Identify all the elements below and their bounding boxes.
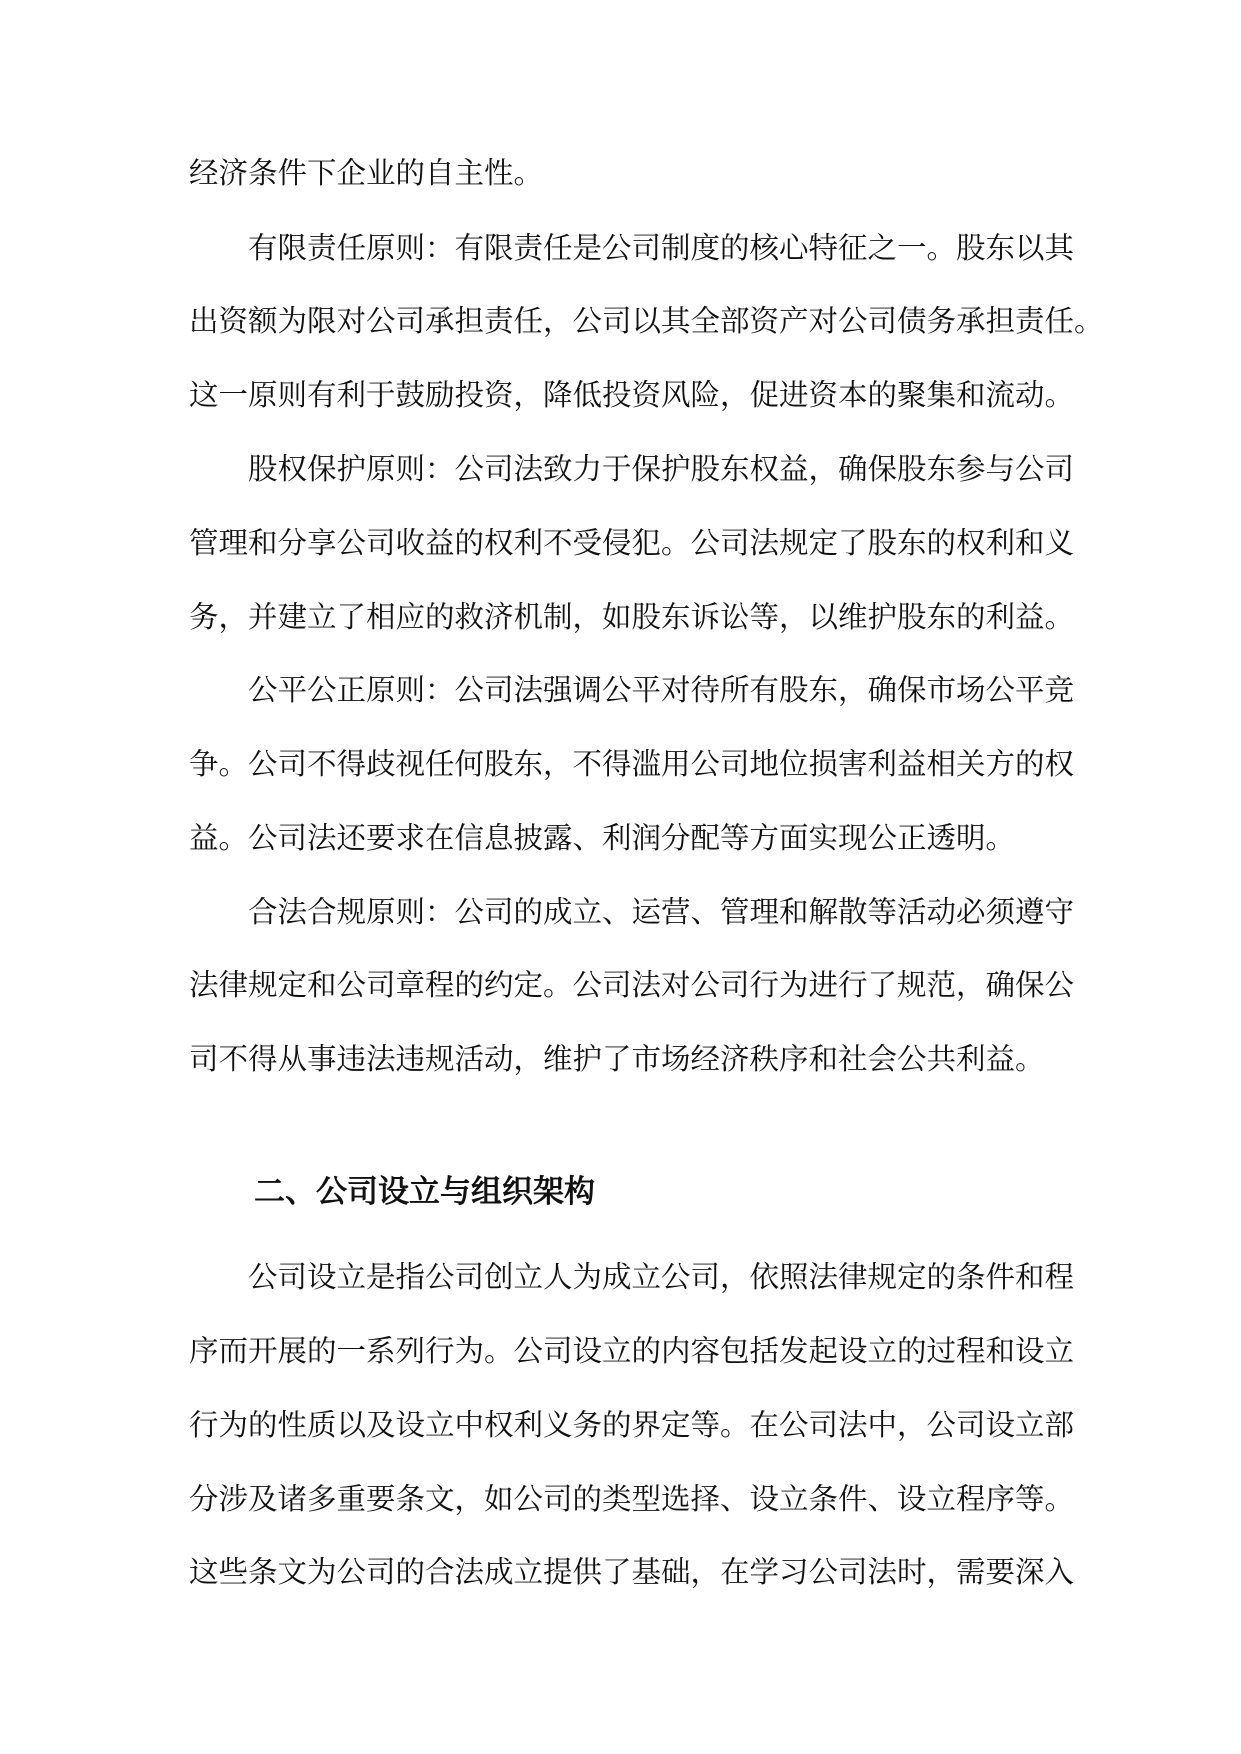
paragraph-line: 经济条件下企业的自主性。	[189, 156, 544, 190]
paragraph-line: 公司设立是指公司创立人为成立公司，依照法律规定的条件和程	[248, 1260, 1075, 1294]
paragraph-line: 分涉及诸多重要条文，如公司的类型选择、设立条件、设立程序等。	[189, 1482, 1075, 1516]
paragraph-line: 合法合规原则：公司的成立、运营、管理和解散等活动必须遵守	[248, 895, 1075, 929]
paragraph-line: 公平公正原则：公司法强调公平对待所有股东，确保市场公平竞	[248, 673, 1075, 707]
paragraph-line: 行为的性质以及设立中权利义务的界定等。在公司法中，公司设立部	[189, 1408, 1075, 1442]
paragraph-line: 管理和分享公司收益的权利不受侵犯。公司法规定了股东的权利和义	[189, 526, 1075, 560]
paragraph-line: 法律规定和公司章程的约定。公司法对公司行为进行了规范，确保公	[189, 968, 1075, 1002]
paragraph-line: 这一原则有利于鼓励投资，降低投资风险，促进资本的聚集和流动。	[189, 378, 1075, 412]
section-heading: 二、公司设立与组织架构	[254, 1174, 595, 1210]
paragraph-line: 争。公司不得歧视任何股东，不得滥用公司地位损害利益相关方的权	[189, 747, 1075, 781]
paragraph-line: 出资额为限对公司承担责任，公司以其全部资产对公司债务承担责任。	[189, 304, 1104, 338]
paragraph-line: 股权保护原则：公司法致力于保护股东权益，确保股东参与公司	[248, 452, 1075, 486]
paragraph-line: 司不得从事违法违规活动，维护了市场经济秩序和社会公共利益。	[189, 1042, 1045, 1076]
paragraph-line: 序而开展的一系列行为。公司设立的内容包括发起设立的过程和设立	[189, 1334, 1075, 1368]
paragraph-line: 务，并建立了相应的救济机制，如股东诉讼等，以维护股东的利益。	[189, 600, 1075, 634]
paragraph-line: 有限责任原则：有限责任是公司制度的核心特征之一。股东以其	[248, 231, 1075, 265]
paragraph-line: 这些条文为公司的合法成立提供了基础，在学习公司法时，需要深入	[189, 1555, 1075, 1589]
paragraph-line: 益。公司法还要求在信息披露、利润分配等方面实现公正透明。	[189, 821, 1016, 855]
